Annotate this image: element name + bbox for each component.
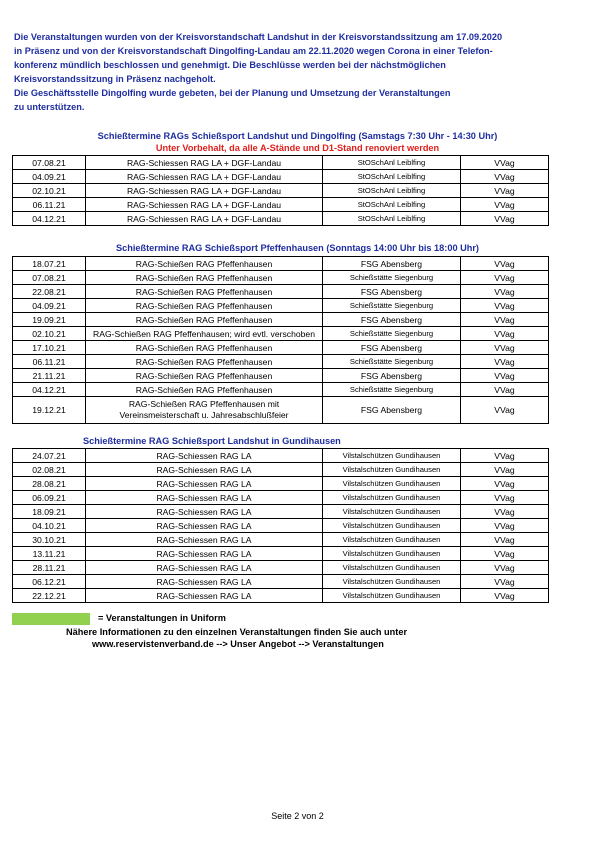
- cell-event: RAG-Schießen RAG Pfeffenhausen: [86, 313, 323, 327]
- cell-org: VVag: [461, 589, 549, 603]
- cell-date: 30.10.21: [13, 533, 86, 547]
- cell-place: Vilstalschützen Gundihausen: [323, 449, 461, 463]
- cell-place: StOSchAnl Leiblfing: [323, 212, 461, 226]
- cell-date: 06.11.21: [13, 198, 86, 212]
- table-row: [13, 575, 549, 589]
- intro-line: Die Veranstaltungen wurden von der Kreisvorstandschaft Landshut in der Kreisvorstandssitzung am 17.09.2020: [14, 32, 503, 42]
- section2-table: [12, 256, 549, 424]
- cell-event: RAG-Schiessen RAG LA: [86, 547, 323, 561]
- table-row: [13, 547, 549, 561]
- cell-date: 02.10.21: [13, 184, 86, 198]
- table-row: [13, 477, 549, 491]
- cell-event: RAG-Schießen RAG Pfeffenhausen: [86, 355, 323, 369]
- table-row: [13, 383, 549, 397]
- table-row: [13, 463, 549, 477]
- table-row: [13, 184, 549, 198]
- cell-date: 18.09.21: [13, 505, 86, 519]
- cell-date: 04.10.21: [13, 519, 86, 533]
- table-row: [13, 369, 549, 383]
- table-row: [13, 341, 549, 355]
- cell-date: 04.09.21: [13, 170, 86, 184]
- cell-org: VVag: [461, 271, 549, 285]
- cell-place: Vilstalschützen Gundihausen: [323, 533, 461, 547]
- cell-place: Vilstalschützen Gundihausen: [323, 547, 461, 561]
- table-row: [13, 313, 549, 327]
- cell-date: 17.10.21: [13, 341, 86, 355]
- cell-place: StOSchAnl Leiblfing: [323, 184, 461, 198]
- cell-place: Schießstätte Siegenburg: [323, 383, 461, 397]
- cell-org: VVag: [461, 156, 549, 170]
- cell-place: StOSchAnl Leiblfing: [323, 156, 461, 170]
- info-link[interactable]: www.reservistenverband.de --> Unser Angebot --> Veranstaltungen: [92, 639, 384, 649]
- table-row: [13, 505, 549, 519]
- cell-place: FSG Abensberg: [323, 313, 461, 327]
- cell-date: 02.08.21: [13, 463, 86, 477]
- intro-line: Kreisvorstandssitzung in Präsenz nachgeholt.: [14, 74, 216, 84]
- section1-title: Schießtermine RAGs Schießsport Landshut und Dingolfing (Samstags 7:30 Uhr - 14:30 Uhr): [97, 131, 498, 141]
- cell-place: FSG Abensberg: [323, 285, 461, 299]
- cell-place: FSG Abensberg: [323, 397, 461, 424]
- cell-org: VVag: [461, 369, 549, 383]
- cell-org: VVag: [461, 519, 549, 533]
- table-row: [13, 170, 549, 184]
- cell-date: 18.07.21: [13, 257, 86, 271]
- cell-place: StOSchAnl Leiblfing: [323, 198, 461, 212]
- intro-line: Die Geschäftsstelle Dingolfing wurde gebeten, bei der Planung und Umsetzung der Veranstaltungen: [14, 88, 451, 98]
- cell-place: Vilstalschützen Gundihausen: [323, 505, 461, 519]
- intro-text: [14, 30, 554, 114]
- cell-org: VVag: [461, 198, 549, 212]
- cell-org: VVag: [461, 561, 549, 575]
- cell-place: FSG Abensberg: [323, 341, 461, 355]
- cell-date: 22.12.21: [13, 589, 86, 603]
- cell-date: 04.12.21: [13, 212, 86, 226]
- intro-line: in Präsenz und von der Kreisvorstandschaft Dingolfing-Landau am 22.11.2020 wegen Corona in einer Telefon-: [14, 46, 493, 56]
- cell-place: FSG Abensberg: [323, 369, 461, 383]
- cell-org: VVag: [461, 575, 549, 589]
- cell-event: RAG-Schiessen RAG LA + DGF-Landau: [86, 198, 323, 212]
- cell-event: RAG-Schiessen RAG LA: [86, 575, 323, 589]
- cell-place: FSG Abensberg: [323, 257, 461, 271]
- cell-org: VVag: [461, 449, 549, 463]
- cell-event: RAG-Schiessen RAG LA: [86, 505, 323, 519]
- table-row: [13, 491, 549, 505]
- cell-event: RAG-Schießen RAG Pfeffenhausen: [86, 285, 323, 299]
- table-row: [13, 271, 549, 285]
- cell-place: Vilstalschützen Gundihausen: [323, 519, 461, 533]
- page-number: Seite 2 von 2: [271, 811, 324, 821]
- cell-date: 07.08.21: [13, 156, 86, 170]
- cell-date: 28.08.21: [13, 477, 86, 491]
- cell-date: 04.12.21: [13, 383, 86, 397]
- cell-date: 04.09.21: [13, 299, 86, 313]
- cell-event: RAG-Schiessen RAG LA: [86, 449, 323, 463]
- table-row: [13, 257, 549, 271]
- table-row: [13, 519, 549, 533]
- cell-date: 19.12.21: [13, 397, 86, 424]
- cell-place: Schießstätte Siegenburg: [323, 271, 461, 285]
- table-row: [13, 561, 549, 575]
- cell-place: Schießstätte Siegenburg: [323, 327, 461, 341]
- table-row: [13, 156, 549, 170]
- cell-event: RAG-Schießen RAG Pfeffenhausen: [86, 341, 323, 355]
- section1-note: Unter Vorbehalt, da alle A-Stände und D1-Stand renoviert werden: [155, 143, 440, 153]
- cell-date: 06.12.21: [13, 575, 86, 589]
- table-row: [13, 285, 549, 299]
- cell-org: VVag: [461, 212, 549, 226]
- cell-place: Schießstätte Siegenburg: [323, 355, 461, 369]
- cell-event: RAG-Schiessen RAG LA: [86, 463, 323, 477]
- cell-org: VVag: [461, 477, 549, 491]
- cell-event: RAG-Schiessen RAG LA: [86, 491, 323, 505]
- cell-event: RAG-Schiessen RAG LA: [86, 519, 323, 533]
- table-row: [13, 589, 549, 603]
- cell-org: VVag: [461, 313, 549, 327]
- cell-org: VVag: [461, 257, 549, 271]
- cell-event: RAG-Schiessen RAG LA + DGF-Landau: [86, 212, 323, 226]
- table-row: [13, 449, 549, 463]
- intro-line: zu unterstützen.: [14, 102, 85, 112]
- cell-date: 19.09.21: [13, 313, 86, 327]
- uniform-legend-label: = Veranstaltungen in Uniform: [98, 613, 226, 623]
- cell-org: VVag: [461, 491, 549, 505]
- cell-place: Vilstalschützen Gundihausen: [323, 477, 461, 491]
- cell-event: RAG-Schießen RAG Pfeffenhausen: [86, 257, 323, 271]
- intro-line: konferenz mündlich beschlossen und genehmigt. Die Beschlüsse werden bei der nächstmöglichen: [14, 60, 446, 70]
- section3-table: [12, 448, 549, 603]
- cell-date: 21.11.21: [13, 369, 86, 383]
- cell-date: 02.10.21: [13, 327, 86, 341]
- table-row: [13, 355, 549, 369]
- cell-date: 28.11.21: [13, 561, 86, 575]
- cell-org: VVag: [461, 285, 549, 299]
- cell-event: RAG-Schiessen RAG LA: [86, 561, 323, 575]
- cell-org: VVag: [461, 547, 549, 561]
- uniform-legend-swatch: [12, 613, 90, 625]
- cell-place: StOSchAnl Leiblfing: [323, 170, 461, 184]
- cell-event: RAG-Schiessen RAG LA + DGF-Landau: [86, 170, 323, 184]
- cell-event: RAG-Schießen RAG Pfeffenhausen: [86, 369, 323, 383]
- table-row: [13, 299, 549, 313]
- cell-org: VVag: [461, 184, 549, 198]
- cell-place: Vilstalschützen Gundihausen: [323, 561, 461, 575]
- cell-date: 06.11.21: [13, 355, 86, 369]
- cell-event: RAG-Schießen RAG Pfeffenhausen mit Vereinsmeisterschaft u. Jahresabschlußfeier: [86, 397, 323, 424]
- cell-place: Schießstätte Siegenburg: [323, 299, 461, 313]
- cell-org: VVag: [461, 327, 549, 341]
- section3-title: Schießtermine RAG Schießsport Landshut in Gundihausen: [83, 436, 341, 446]
- cell-date: 24.07.21: [13, 449, 86, 463]
- cell-date: 06.09.21: [13, 491, 86, 505]
- cell-event: RAG-Schiessen RAG LA: [86, 589, 323, 603]
- cell-event: RAG-Schießen RAG Pfeffenhausen: [86, 383, 323, 397]
- cell-event: RAG-Schiessen RAG LA: [86, 477, 323, 491]
- cell-org: VVag: [461, 505, 549, 519]
- cell-org: VVag: [461, 299, 549, 313]
- cell-date: 13.11.21: [13, 547, 86, 561]
- cell-org: VVag: [461, 533, 549, 547]
- table-row: [13, 327, 549, 341]
- section1-table: [12, 155, 549, 226]
- cell-date: 22.08.21: [13, 285, 86, 299]
- cell-event: RAG-Schießen RAG Pfeffenhausen; wird evtl. verschoben: [86, 327, 323, 341]
- table-row: [13, 212, 549, 226]
- cell-date: 07.08.21: [13, 271, 86, 285]
- cell-org: VVag: [461, 463, 549, 477]
- table-row: [13, 397, 549, 424]
- cell-event: RAG-Schießen RAG Pfeffenhausen: [86, 271, 323, 285]
- cell-org: VVag: [461, 383, 549, 397]
- cell-org: VVag: [461, 341, 549, 355]
- cell-place: Vilstalschützen Gundihausen: [323, 589, 461, 603]
- cell-event: RAG-Schiessen RAG LA: [86, 533, 323, 547]
- cell-org: VVag: [461, 170, 549, 184]
- table-row: [13, 198, 549, 212]
- cell-place: Vilstalschützen Gundihausen: [323, 575, 461, 589]
- cell-org: VVag: [461, 397, 549, 424]
- cell-event: RAG-Schiessen RAG LA + DGF-Landau: [86, 156, 323, 170]
- table-row: [13, 533, 549, 547]
- cell-event: RAG-Schießen RAG Pfeffenhausen: [86, 299, 323, 313]
- cell-event: RAG-Schiessen RAG LA + DGF-Landau: [86, 184, 323, 198]
- section2-title: Schießtermine RAG Schießsport Pfeffenhausen (Sonntags 14:00 Uhr bis 18:00 Uhr): [116, 243, 479, 253]
- cell-place: Vilstalschützen Gundihausen: [323, 491, 461, 505]
- info-line: Nähere Informationen zu den einzelnen Veranstaltungen finden Sie auch unter: [66, 627, 408, 637]
- cell-org: VVag: [461, 355, 549, 369]
- cell-place: Vilstalschützen Gundihausen: [323, 463, 461, 477]
